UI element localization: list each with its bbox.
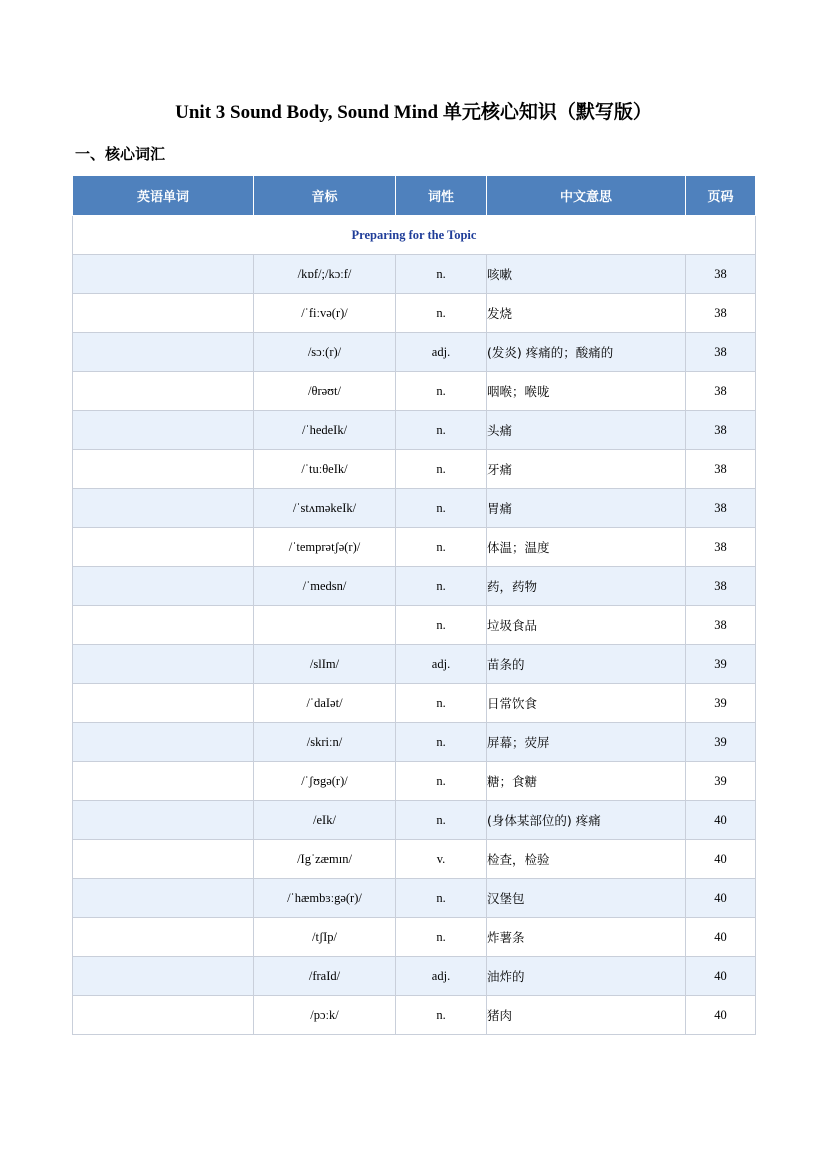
page-cell: 40 — [686, 801, 756, 840]
part-of-speech-cell: n. — [396, 918, 487, 957]
meaning-cell: 咽喉；喉咙 — [487, 372, 686, 411]
phonetic-cell — [254, 606, 396, 645]
meaning-cell: 屏幕；荧屏 — [487, 723, 686, 762]
part-of-speech-cell: n. — [396, 606, 487, 645]
english-word-cell — [73, 372, 254, 411]
meaning-cell: 药，药物 — [487, 567, 686, 606]
phonetic-cell: /kɒf/;/kɔːf/ — [254, 255, 396, 294]
page-cell: 40 — [686, 957, 756, 996]
english-word-cell — [73, 567, 254, 606]
phonetic-cell: /slIm/ — [254, 645, 396, 684]
page-cell: 38 — [686, 255, 756, 294]
page-cell: 38 — [686, 606, 756, 645]
phonetic-cell: /θrəʊt/ — [254, 372, 396, 411]
page-cell: 38 — [686, 567, 756, 606]
english-word-cell — [73, 723, 254, 762]
phonetic-cell: /fraId/ — [254, 957, 396, 996]
page-cell: 38 — [686, 528, 756, 567]
table-row — [73, 645, 756, 684]
page-cell: 38 — [686, 450, 756, 489]
page-cell: 40 — [686, 996, 756, 1035]
table-row — [73, 372, 756, 411]
page-cell: 38 — [686, 372, 756, 411]
page-cell: 39 — [686, 684, 756, 723]
part-of-speech-cell: n. — [396, 294, 487, 333]
part-of-speech-cell: n. — [396, 255, 487, 294]
table-row — [73, 879, 756, 918]
english-word-cell — [73, 255, 254, 294]
part-of-speech-cell: n. — [396, 528, 487, 567]
english-word-cell — [73, 294, 254, 333]
phonetic-cell: /skriːn/ — [254, 723, 396, 762]
phonetic-cell: /tʃIp/ — [254, 918, 396, 957]
english-word-cell — [73, 528, 254, 567]
meaning-cell: 日常饮食 — [487, 684, 686, 723]
part-of-speech-cell: n. — [396, 411, 487, 450]
phonetic-cell: /ˈʃʊgə(r)/ — [254, 762, 396, 801]
meaning-cell: 头痛 — [487, 411, 686, 450]
part-of-speech-cell: adj. — [396, 957, 487, 996]
page-cell: 40 — [686, 879, 756, 918]
phonetic-cell: /ˈstʌməkeIk/ — [254, 489, 396, 528]
vocabulary-table — [72, 175, 756, 1035]
document-title: Unit 3 Sound Body, Sound Mind 单元核心知识（默写版） — [175, 102, 652, 123]
phonetic-cell: /ˈtuːθeIk/ — [254, 450, 396, 489]
subheading-preparing-for-topic: Preparing for the Topic — [73, 216, 756, 255]
meaning-cell: 发烧 — [487, 294, 686, 333]
part-of-speech-cell: n. — [396, 996, 487, 1035]
part-of-speech-cell: n. — [396, 567, 487, 606]
meaning-cell: 汉堡包 — [487, 879, 686, 918]
english-word-cell — [73, 762, 254, 801]
phonetic-cell: /eIk/ — [254, 801, 396, 840]
page-cell: 39 — [686, 723, 756, 762]
page-cell: 40 — [686, 840, 756, 879]
table-row — [73, 489, 756, 528]
english-word-cell — [73, 918, 254, 957]
table-row — [73, 528, 756, 567]
english-word-cell — [73, 840, 254, 879]
table-row — [73, 255, 756, 294]
part-of-speech-cell: adj. — [396, 645, 487, 684]
table-row — [73, 957, 756, 996]
table-row — [73, 567, 756, 606]
header-part-of-speech: 词性 — [396, 176, 487, 216]
english-word-cell — [73, 489, 254, 528]
meaning-cell: 垃圾食品 — [487, 606, 686, 645]
phonetic-cell: /sɔː(r)/ — [254, 333, 396, 372]
english-word-cell — [73, 450, 254, 489]
part-of-speech-cell: n. — [396, 801, 487, 840]
meaning-cell: 油炸的 — [487, 957, 686, 996]
table-row — [73, 801, 756, 840]
phonetic-cell: /ˈdaIət/ — [254, 684, 396, 723]
phonetic-cell: /ˈhæmbɜːgə(r)/ — [254, 879, 396, 918]
table-row — [73, 918, 756, 957]
meaning-cell: 苗条的 — [487, 645, 686, 684]
english-word-cell — [73, 411, 254, 450]
meaning-cell: 检查，检验 — [487, 840, 686, 879]
table-row — [73, 450, 756, 489]
header-english-word: 英语单词 — [73, 176, 254, 216]
part-of-speech-cell: adj. — [396, 333, 487, 372]
table-row — [73, 294, 756, 333]
meaning-cell: 胃痛 — [487, 489, 686, 528]
part-of-speech-cell: n. — [396, 372, 487, 411]
page-cell: 38 — [686, 411, 756, 450]
phonetic-cell: /Igˈzæmɪn/ — [254, 840, 396, 879]
page-cell: 39 — [686, 645, 756, 684]
table-row — [73, 684, 756, 723]
english-word-cell — [73, 801, 254, 840]
header-phonetic: 音标 — [254, 176, 396, 216]
page-cell: 38 — [686, 489, 756, 528]
table-header-row — [73, 176, 756, 216]
part-of-speech-cell: v. — [396, 840, 487, 879]
page-cell: 39 — [686, 762, 756, 801]
english-word-cell — [73, 879, 254, 918]
phonetic-cell: /ˈhedeIk/ — [254, 411, 396, 450]
table-row — [73, 606, 756, 645]
meaning-cell: 炸薯条 — [487, 918, 686, 957]
section-heading: 一、核心词汇 — [75, 145, 166, 163]
part-of-speech-cell: n. — [396, 723, 487, 762]
table-row — [73, 723, 756, 762]
english-word-cell — [73, 957, 254, 996]
meaning-cell: (发炎) 疼痛的；酸痛的 — [487, 333, 686, 372]
phonetic-cell: /ˈtemprətʃə(r)/ — [254, 528, 396, 567]
page-cell: 40 — [686, 918, 756, 957]
english-word-cell — [73, 333, 254, 372]
phonetic-cell: /ˈfiːvə(r)/ — [254, 294, 396, 333]
table-row — [73, 840, 756, 879]
meaning-cell: 猪肉 — [487, 996, 686, 1035]
phonetic-cell: /pɔːk/ — [254, 996, 396, 1035]
english-word-cell — [73, 996, 254, 1035]
part-of-speech-cell: n. — [396, 489, 487, 528]
meaning-cell: 体温；温度 — [487, 528, 686, 567]
phonetic-cell: /ˈmedsn/ — [254, 567, 396, 606]
header-chinese-meaning: 中文意思 — [487, 176, 686, 216]
part-of-speech-cell: n. — [396, 450, 487, 489]
page-cell: 38 — [686, 333, 756, 372]
part-of-speech-cell: n. — [396, 879, 487, 918]
part-of-speech-cell: n. — [396, 684, 487, 723]
header-page: 页码 — [686, 176, 756, 216]
english-word-cell — [73, 684, 254, 723]
subheading-row — [73, 216, 756, 255]
meaning-cell: 咳嗽 — [487, 255, 686, 294]
table-row — [73, 762, 756, 801]
table-row — [73, 333, 756, 372]
meaning-cell: 糖；食糖 — [487, 762, 686, 801]
table-row — [73, 411, 756, 450]
english-word-cell — [73, 645, 254, 684]
english-word-cell — [73, 606, 254, 645]
table-row — [73, 996, 756, 1035]
meaning-cell: (身体某部位的) 疼痛 — [487, 801, 686, 840]
meaning-cell: 牙痛 — [487, 450, 686, 489]
part-of-speech-cell: n. — [396, 762, 487, 801]
page-cell: 38 — [686, 294, 756, 333]
